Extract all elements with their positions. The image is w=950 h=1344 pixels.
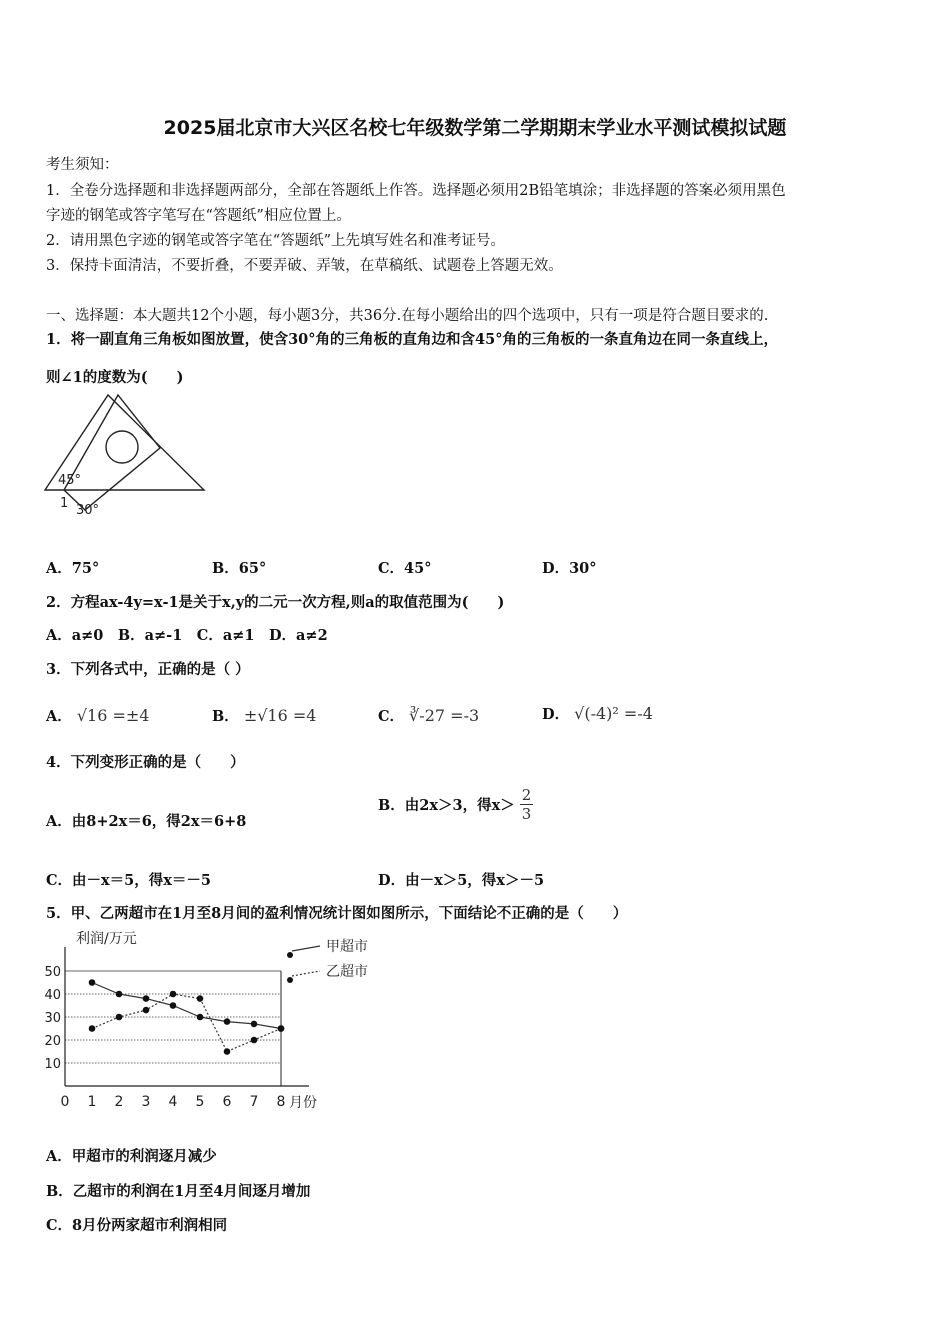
data-point [143, 995, 150, 1002]
q5-option-c: C．8月份两家超市利润相同 [46, 1217, 228, 1234]
data-point [170, 1002, 177, 1009]
q1-option-c [378, 557, 431, 578]
triangle-30 [64, 395, 160, 510]
q1-option-a [46, 557, 99, 578]
legend-label: 乙超市 [326, 964, 368, 980]
q1-option-b [212, 557, 266, 578]
data-point [89, 979, 96, 986]
q2-options: A．a≠0 B．a≠-1 C．a≠1 D．a≠2 [46, 627, 328, 644]
x-tick-label: 3 [141, 1094, 151, 1110]
q3-option-d-key: D． [542, 706, 570, 723]
data-point [197, 1014, 204, 1021]
data-point [224, 1048, 231, 1055]
q4-option-c: C．由－x＝5，得x＝－5 [46, 872, 212, 889]
section-heading: 一、选择题：本大题共12个小题，每小题3分，共36分.在每小题给出的四个选项中，只有一项是符合题目要求的. [46, 308, 769, 324]
angle-30-label: 30° [76, 503, 100, 518]
data-point [224, 1018, 231, 1025]
y-axis-label: 利润/万元 [76, 931, 137, 947]
q3-option-d [542, 703, 653, 724]
profit-line-chart [40, 925, 400, 1115]
angle-45-label: 45° [58, 473, 82, 488]
y-tick-label: 10 [44, 1057, 61, 1072]
fraction-denominator: 3 [521, 805, 532, 823]
legend-marker [287, 952, 293, 958]
q3-option-a-key: A． [46, 708, 72, 725]
q3-option-b-key: B． [212, 708, 239, 725]
x-tick-label: 0 [60, 1094, 70, 1110]
q3-stem: 3．下列各式中，正确的是（ ） [46, 661, 250, 678]
x-tick-label: 6 [222, 1094, 232, 1110]
q4-option-b [378, 786, 533, 823]
q3-option-a-formula: √16 =±4 [76, 706, 150, 725]
q1-option-a-key: A． [46, 560, 72, 577]
q1-stem-line1: 1．将一副直角三角板如图放置，使含30°角的三角板的直角边和含45°角的三角板的一条直角边在同一条直线上， [46, 331, 778, 348]
q3-option-c-key: C． [378, 708, 405, 725]
data-point [251, 1037, 258, 1044]
x-tick-label: 1 [87, 1094, 97, 1110]
x-tick-label: 4 [168, 1094, 178, 1110]
q3-option-d-formula: √(-4)² =-4 [574, 704, 653, 723]
notice-line-2: 2．请用黑色字迹的钢笔或答字笔在“答题纸”上先填写姓名和准考证号。 [46, 233, 506, 249]
q5-stem: 5．甲、乙两超市在1月至8月间的盈利情况统计图如图所示，下面结论不正确的是（ ） [46, 905, 628, 922]
q1-option-d-key: D． [542, 560, 570, 577]
q3-option-b-formula: ±√16 =4 [243, 706, 317, 725]
q3-option-c-formula: ∛-27 =-3 [409, 706, 480, 725]
data-point [170, 991, 177, 998]
q3-option-a [46, 705, 149, 726]
q1-option-b-value: 65° [238, 560, 267, 577]
q4-option-d: D．由－x＞5，得x＞－5 [378, 872, 545, 889]
x-tick-label: 8 [276, 1094, 286, 1110]
x-tick-label: 5 [195, 1094, 205, 1110]
y-tick-label: 40 [44, 988, 61, 1003]
q1-option-b-key: B． [212, 560, 239, 577]
y-tick-label: 20 [44, 1034, 61, 1049]
q1-stem-line2: 则∠1的度数为( ) [46, 369, 184, 386]
data-point [116, 1014, 123, 1021]
q1-option-c-value: 45° [404, 560, 432, 577]
x-tick-label: 7 [249, 1094, 259, 1110]
notice-line-1a: 1．全卷分选择题和非选择题两部分，全部在答题纸上作答。选择题必须用2B铅笔填涂；非选择题的答案必须用黑色 [46, 183, 786, 199]
data-point [89, 1025, 96, 1032]
legend-line [292, 971, 320, 976]
data-point [197, 995, 204, 1002]
legend-label: 甲超市 [326, 939, 368, 955]
fraction-numerator: 2 [521, 786, 532, 804]
y-tick-label: 30 [44, 1011, 61, 1026]
q1-option-d [542, 557, 597, 578]
notice-heading: 考生须知： [46, 157, 119, 173]
y-tick-label: 50 [44, 965, 61, 980]
angle-1-label: 1 [60, 496, 69, 511]
data-point [251, 1021, 258, 1028]
q4-option-b-fraction [520, 786, 534, 823]
data-point [278, 1025, 285, 1032]
q4-stem: 4．下列变形正确的是（ ） [46, 754, 245, 771]
notice-line-3: 3．保持卡面清洁，不要折叠，不要弄破、弄皱，在草稿纸、试题卷上答题无效。 [46, 258, 563, 274]
q3-option-b [212, 705, 316, 726]
data-point [116, 991, 123, 998]
legend-marker [287, 977, 293, 983]
q3-option-c [378, 705, 479, 726]
legend-line [292, 946, 320, 951]
q2-stem: 2．方程ax-4y=x-1是关于x,y的二元一次方程,则a的取值范围为( ) [46, 594, 505, 611]
notice-line-1b: 字迹的钢笔或答字笔写在“答题纸”相应位置上。 [46, 208, 351, 224]
q5-option-a: A．甲超市的利润逐月减少 [46, 1148, 217, 1165]
triangle-hole [106, 431, 138, 463]
q1-option-d-value: 30° [569, 560, 597, 577]
q5-option-b: B．乙超市的利润在1月至4月间逐月增加 [46, 1183, 311, 1200]
q1-option-a-value: 75° [71, 560, 100, 577]
x-axis-label: 月份 [289, 1095, 317, 1111]
page-title: 2025届北京市大兴区名校七年级数学第二学期期末学业水平测试模拟试题 [163, 117, 787, 139]
data-point [143, 1007, 150, 1014]
q4-option-a: A．由8+2x＝6，得2x＝6+8 [46, 813, 247, 830]
triangle-figure [40, 390, 210, 525]
q1-option-c-key: C． [378, 560, 405, 577]
q4-option-b-text: B．由2x＞3，得x＞ [378, 797, 515, 814]
x-tick-label: 2 [114, 1094, 124, 1110]
